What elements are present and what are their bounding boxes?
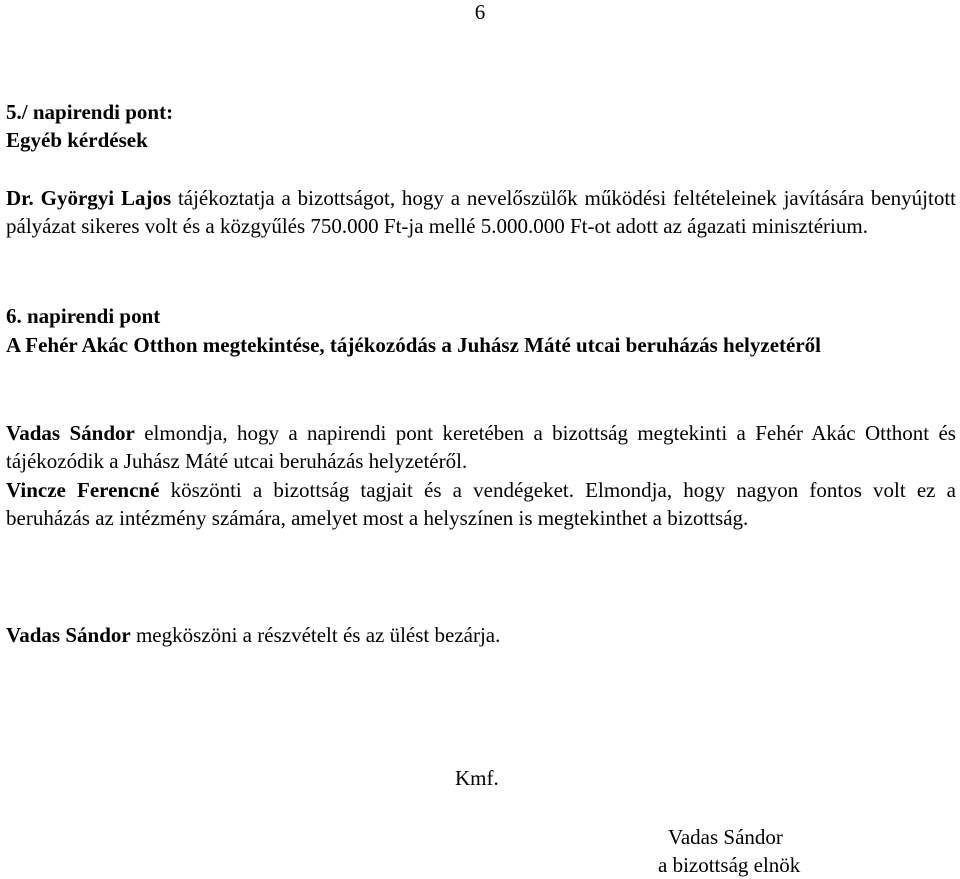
page-number: 6 xyxy=(474,0,486,24)
section6-heading: 6. napirendi pont xyxy=(6,304,161,328)
section6-para1-text: elmondja, hogy a napirendi pont keretében a bizottság megtekinti a Fehér Akác Otthont és tájékozódik a Juhász Máté utcai beruházás helyzetéről. xyxy=(6,421,956,473)
section5-speaker: Dr. Györgyi Lajos xyxy=(6,186,172,210)
closing-text: megköszöni a részvételt és az ülést bezárja. xyxy=(130,623,501,647)
section5-heading xyxy=(6,98,956,154)
section6-paragraph2 xyxy=(6,476,956,532)
section5-heading-line1: 5./ napirendi pont: xyxy=(6,100,174,124)
section5-paragraph xyxy=(6,184,956,240)
section6-title: A Fehér Akác Otthon megtekintése, tájékozódás a Juhász Máté utcai beruházás helyzetéről xyxy=(6,333,822,357)
closing-paragraph xyxy=(6,621,956,649)
section5-heading-line2: Egyéb kérdések xyxy=(6,128,148,152)
closing-speaker: Vadas Sándor xyxy=(6,623,131,647)
signature-name: Vadas Sándor xyxy=(668,825,783,849)
section6-para2-speaker: Vincze Ferencné xyxy=(6,478,160,502)
section6-para1-speaker: Vadas Sándor xyxy=(6,421,135,445)
section5-text: tájékoztatja a bizottságot, hogy a nevelőszülők működési feltételeinek javítására benyújtott pályázat sikeres volt és a közgyűlés 750.000 Ft-ja mellé 5.000.000 Ft-ot adott az ágazati minisztérium. xyxy=(6,186,956,238)
kmf-label: Kmf. xyxy=(455,766,499,790)
section6-paragraph1 xyxy=(6,419,956,475)
signature-role: a bizottság elnök xyxy=(658,853,801,877)
section6-para2-text: köszönti a bizottság tagjait és a vendégeket. Elmondja, hogy nagyon fontos volt ez a beruházás az intézmény számára, amelyet most a helyszínen is megtekinthet a bizottság. xyxy=(6,478,956,530)
